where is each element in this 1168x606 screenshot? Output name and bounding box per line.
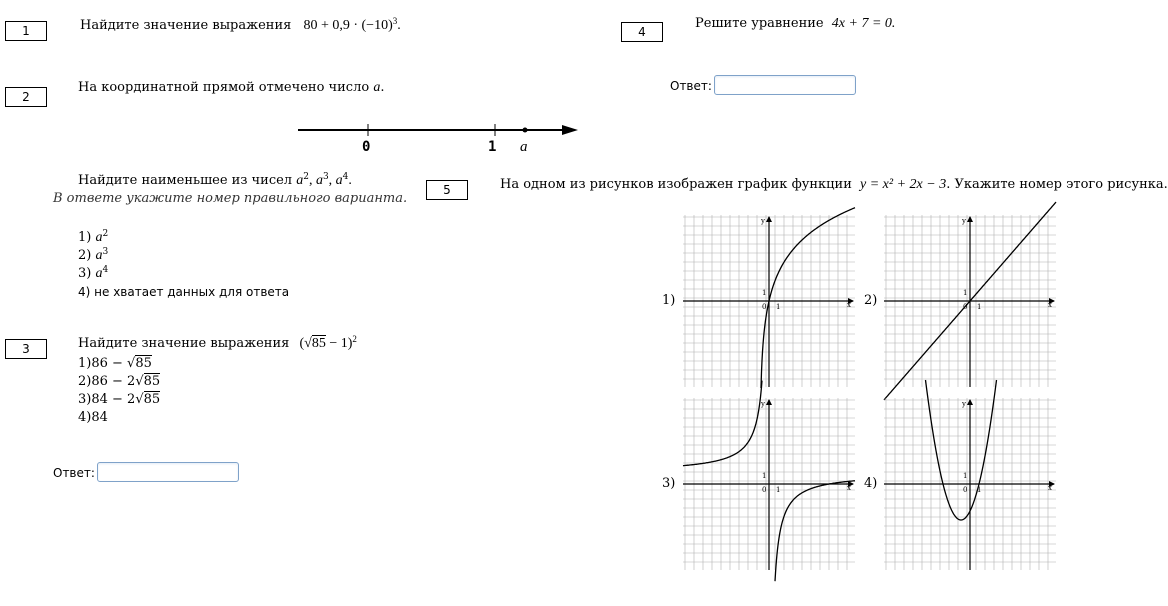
option-radicand: 85 (143, 374, 161, 389)
expr-base: 80 + 0,9 · (−10) (303, 18, 393, 33)
problem-2-statement (78, 80, 384, 96)
problem-2-end: . (380, 80, 385, 95)
y-axis-label: y (962, 400, 966, 408)
option-3[interactable] (78, 265, 289, 283)
prompt-exp: 3 (322, 172, 329, 182)
option-pre: 84 − 2 (91, 392, 136, 407)
problem-2-prompt-text: Найдите наименьшее из чисел (78, 173, 293, 188)
problem-5-text: На одном из рисунков изображен график функции (500, 177, 852, 192)
y-axis-label: y (761, 400, 765, 408)
problem-2-var: a (373, 80, 381, 95)
graph-label-1: 1) (662, 293, 676, 308)
option-var: a (95, 248, 103, 263)
prompt-var: a (335, 173, 343, 188)
problem-5-function: y = x² + 2x − 3 (860, 177, 947, 192)
y-unit-label: 1 (963, 472, 968, 480)
answer-input-3[interactable] (97, 462, 239, 482)
graph-label-3: 3) (662, 476, 676, 491)
problem-1-text: Найдите значение выражения (80, 18, 292, 33)
problem-3-options (78, 355, 160, 427)
x-axis-label: x (1048, 484, 1052, 492)
option-pre: 84 (91, 410, 108, 425)
y-unit-label: 1 (762, 289, 767, 297)
option-exp: 2 (102, 229, 109, 239)
y-axis-label: y (962, 217, 966, 225)
expr-rest: − 1) (325, 336, 353, 351)
prompt-var: a (315, 173, 323, 188)
origin-label: 0 (963, 303, 968, 311)
graph-1[interactable] (683, 215, 855, 387)
option-prefix: 4) (78, 285, 91, 299)
graph-2[interactable] (884, 215, 1056, 387)
option-3[interactable]: 3)84 − 2√85 (78, 392, 161, 407)
y-unit-label: 1 (762, 472, 767, 480)
option-pre: 86 − 2 (91, 374, 136, 389)
option-2[interactable] (78, 247, 289, 265)
expr-end: . (397, 18, 401, 33)
problem-number-5: 5 (426, 180, 468, 200)
option-exp: 4 (102, 265, 109, 275)
origin-label: 0 (762, 486, 767, 494)
problem-number-1: 1 (5, 21, 47, 41)
option-1[interactable] (78, 229, 289, 247)
answer-input-4[interactable] (714, 75, 856, 95)
y-unit-label: 1 (963, 289, 968, 297)
problem-number-2: 2 (5, 87, 47, 107)
option-var: a (95, 266, 103, 281)
option-exp: 3 (102, 247, 109, 257)
option-1[interactable]: 1)86 − √85 (78, 356, 152, 371)
graph-label-4: 4) (864, 476, 878, 491)
answer-label-3: Ответ: (53, 466, 95, 480)
option-var: a (95, 230, 103, 245)
x-unit-label: 1 (776, 486, 781, 494)
origin-label: 0 (963, 486, 968, 494)
option-prefix: 2) (78, 374, 92, 389)
number-line-label-zero: 0 (362, 139, 371, 155)
number-line-label-a: a (520, 139, 528, 155)
prompt-var: a (296, 173, 304, 188)
option-prefix: 2) (78, 248, 92, 263)
problem-1-statement (80, 18, 401, 34)
x-axis-label: x (1048, 301, 1052, 309)
x-unit-label: 1 (776, 303, 781, 311)
option-prefix: 3) (78, 392, 92, 407)
expr-exponent: 2 (352, 334, 357, 344)
x-unit-label: 1 (977, 303, 982, 311)
prompt-exp: 2 (303, 172, 309, 182)
number-line (290, 118, 590, 160)
option-radicand: 85 (135, 356, 152, 371)
problem-5-text-end: . Укажите номер этого рисунка. (946, 177, 1168, 192)
number-line-arrow (562, 125, 578, 135)
problem-3-expression: $(√85 - 1)^2$ (299, 334, 357, 351)
origin-label: 0 (762, 303, 767, 311)
x-axis-label: x (847, 484, 851, 492)
problem-3-statement (78, 336, 357, 352)
option-prefix: 4) (78, 410, 92, 425)
option-prefix: 1) (78, 356, 92, 371)
graph-4[interactable] (884, 398, 1056, 570)
problem-number-4: 4 (621, 22, 663, 42)
option-prefix: 1) (78, 230, 92, 245)
problem-5-statement (500, 177, 1168, 193)
option-4[interactable] (78, 409, 160, 427)
problem-4-equation: 4x + 7 = 0. (831, 16, 896, 31)
graph-3[interactable] (683, 398, 855, 570)
point-a (523, 128, 528, 133)
number-line-label-one: 1 (488, 139, 497, 155)
graph-label-2: 2) (864, 293, 878, 308)
option-text: не хватает данных для ответа (94, 285, 290, 299)
problem-4-text: Решите уравнение (695, 16, 824, 31)
x-axis-label: x (847, 301, 851, 309)
option-radicand: 85 (143, 392, 161, 407)
answer-label-4: Ответ: (670, 79, 712, 93)
option-pre: 86 − (91, 356, 128, 371)
problem-4-statement (695, 16, 895, 32)
problem-2-prompt: Найдите наименьшее из чисел $a^2$, $a^3$, $a^4$. (78, 172, 352, 188)
expr-exponent: 3 (392, 16, 398, 26)
radicand: 85 (311, 336, 326, 351)
problem-number-3: 3 (5, 339, 47, 359)
problem-2-text: На координатной прямой отмечено число (78, 80, 370, 95)
option-prefix: 3) (78, 266, 92, 281)
option-4[interactable] (78, 283, 289, 301)
problem-2-hint: В ответе укажите номер правильного варианта. (53, 191, 408, 206)
x-unit-label: 1 (977, 486, 982, 494)
problem-1-expression (303, 18, 400, 33)
prompt-exp: 4 (342, 172, 349, 182)
y-axis-label: y (761, 217, 765, 225)
problem-2-options (78, 229, 289, 301)
option-2[interactable]: 2)86 − 2√85 (78, 374, 161, 389)
problem-3-text: Найдите значение выражения (78, 336, 290, 351)
